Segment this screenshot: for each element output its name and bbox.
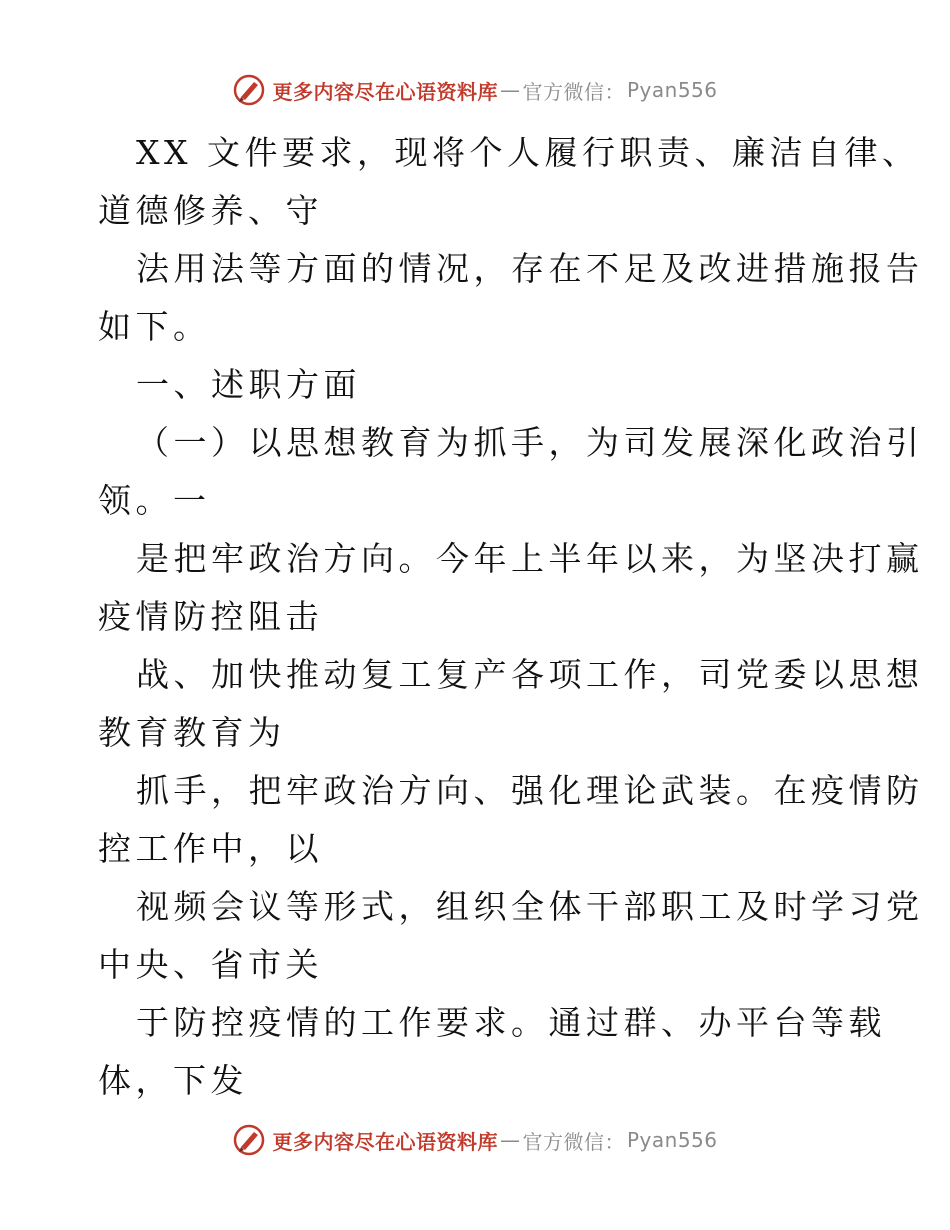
banner-gray-text: 官方微信：	[522, 1129, 625, 1154]
banner-dash: —	[499, 1128, 521, 1152]
body-line: 道德修养、守	[98, 191, 323, 230]
body-line: 体，下发	[98, 1061, 248, 1100]
banner-wechat-id: Pyan556	[626, 78, 718, 102]
banner-wechat-id: Pyan556	[626, 1128, 718, 1152]
body-line: 中央、省市关	[98, 945, 323, 984]
pen-logo-icon	[232, 1123, 266, 1157]
body-line: 是把牢政治方向。今年上半年以来，为坚决打赢	[136, 539, 924, 578]
body-line: 控工作中，以	[98, 829, 323, 868]
body-line: 视频会议等形式，组织全体干部职工及时学习党	[136, 887, 924, 926]
banner-dash: —	[499, 78, 521, 102]
body-line: XX 文件要求，现将个人履行职责、廉洁自律、	[136, 133, 920, 172]
banner-red-text: 更多内容尽在心语资料库	[272, 79, 498, 104]
footer-banner	[0, 1120, 950, 1160]
body-line: 疫情防控阻击	[98, 597, 323, 636]
body-line: 教育教育为	[98, 713, 286, 752]
body-line: 抓手，把牢政治方向、强化理论武装。在疫情防	[136, 771, 924, 810]
body-line: 于防控疫情的工作要求。通过群、办平台等载	[136, 1003, 886, 1042]
body-line: （一）以思想教育为抓手，为司发展深化政治引	[136, 423, 924, 462]
banner-red-text: 更多内容尽在心语资料库	[272, 1129, 498, 1154]
pen-logo-icon	[232, 73, 266, 107]
body-line: 领。一	[98, 481, 211, 520]
body-line: 如下。	[98, 307, 211, 346]
header-banner	[0, 70, 950, 110]
banner-gray-text: 官方微信：	[522, 79, 625, 104]
section-heading: 一、述职方面	[136, 365, 361, 404]
body-line: 战、加快推动复工复产各项工作，司党委以思想	[136, 655, 924, 694]
document-body	[98, 124, 924, 1110]
body-line: 法用法等方面的情况，存在不足及改进措施报告	[136, 249, 924, 288]
